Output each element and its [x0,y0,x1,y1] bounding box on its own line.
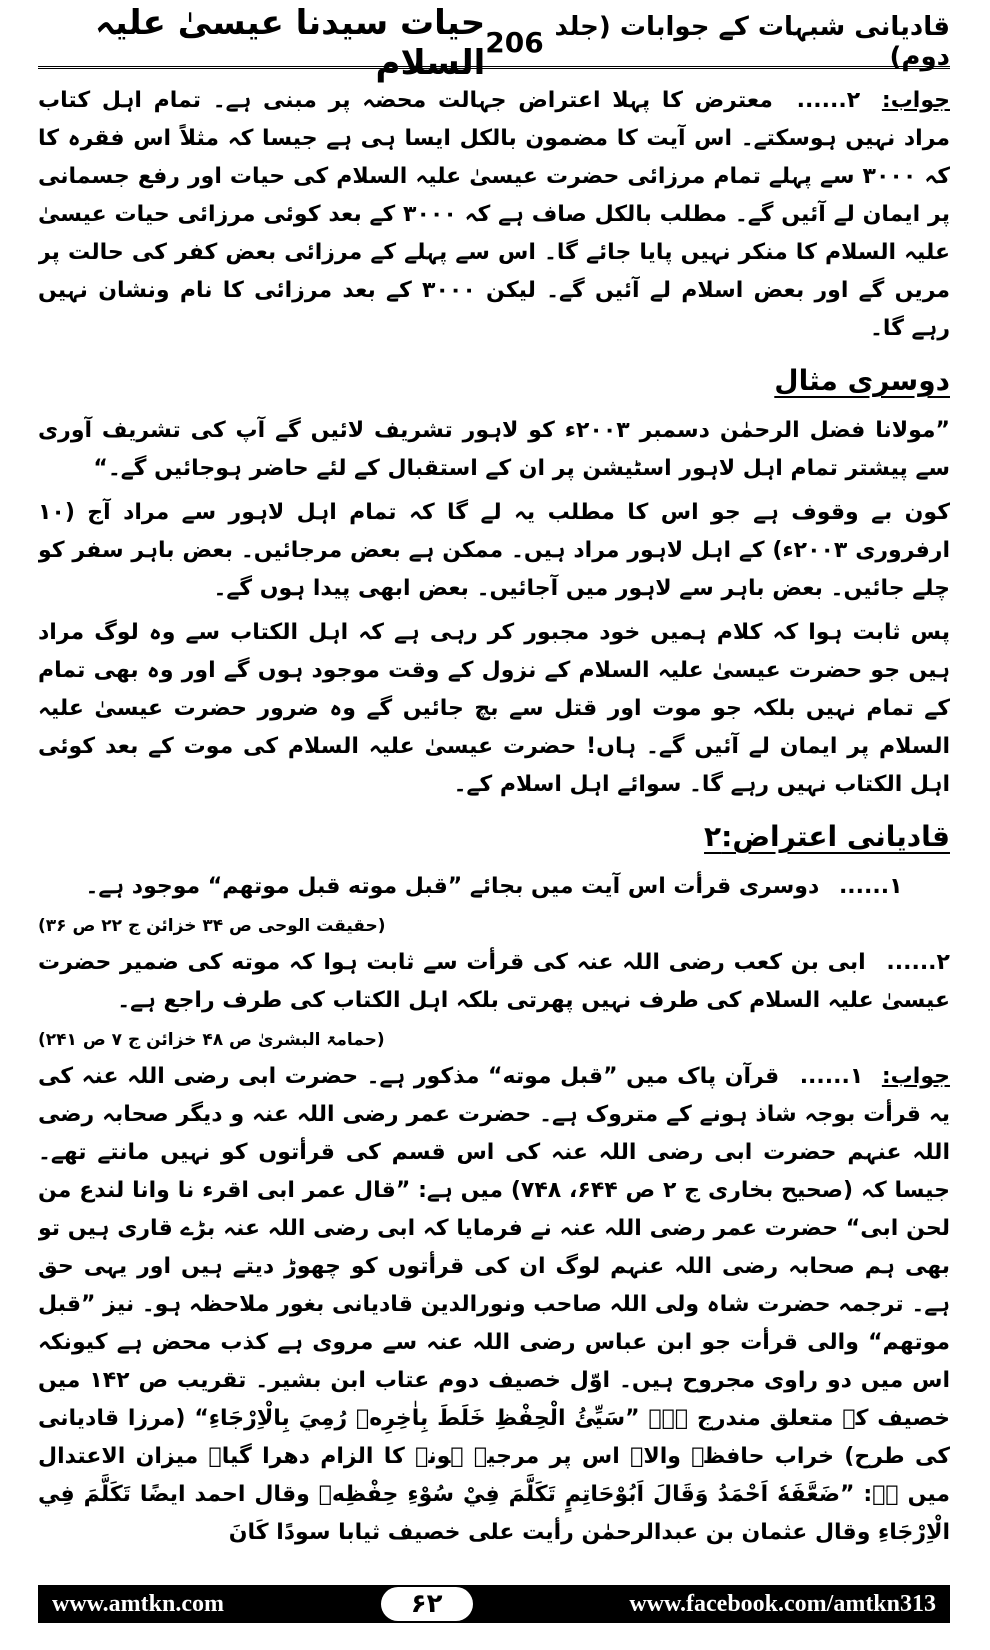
objection-text: ابی بن کعب رضی اللہ عنہ کی قرأت سے ثابت ہوا کہ موته کی ضمیر حضرت عیسیٰ علیہ السلام کی طرف نہیں پھرتی بلکہ اہل الکتاب کی طرف راجع ہے۔ [38,950,950,1013]
book-title: حیات سیدنا عیسیٰ علیہ السلام [94,2,486,83]
section-heading-example: دوسری مثال [774,364,950,397]
paragraph: کون بے وقوف ہے جو اس کا مطلب یہ لے گا کہ تمام اہل لاہور سے مراد آج (۱۰ ارفروری ۲۰۰۳ء) کے اہل لاہور مراد ہیں۔ ممکن ہے بعض مرجائیں۔ بعض باہر سفر کو چلے جائیں۔ بعض باہر سے لاہور میں آجائیں۔ بعض ابھی پیدا ہوں گے۔ [38,500,950,601]
citation: (حقیقت الوحی ص ۳۴ خزائن ج ۲۲ ص ۳۶) [38,916,386,936]
objection-item-2 [38,944,950,1020]
footer-page-number: ۶۲ [381,1587,473,1621]
item-number: ۱...... [838,874,903,899]
page-body [38,82,950,1557]
objection-text: دوسری قرأت اس آیت میں بجائے ”قبل موته قبل موتهم“ موجود ہے۔ [85,874,820,899]
running-title: قادیانی شبہات کے جوابات (جلد دوم) [554,12,950,72]
website-link[interactable]: www.amtkn.com [52,1590,224,1617]
answer-text: قرآن پاک میں ”قبل موته“ مذکور ہے۔ حضرت ابی رضی اللہ عنہ کی یہ قرأت بوجہ شاذ ہونے کے متروک ہے۔ حضرت عمر رضی اللہ عنہ و دیگر صحابہ رضی اللہ عنہم حضرت ابی رضی اللہ عنہ کی اس قسم کی قرأتوں کو نہیں مانتے تھے۔ جیسا کہ (صحیح بخاری ج ۲ ص ۶۴۴، ۷۴۸) میں ہے: ”قال عمر ابی اقرء نا وانا لندع من لحن ابی“ حضرت عمر رضی اللہ عنہ نے فرمایا کہ ابی رضی اللہ عنہ بڑے قاری ہیں تو بھی ہم صحابہ رضی اللہ عنہم لوگ ان کی قرأتوں کو چھوڑ دیتے ہیں اور یہی حق ہے۔ ترجمہ حضرت شاہ ولی اللہ صاحب ونورالدین قادیانی بغور ملاحظہ ہو۔ نیز ”قبل موتهم“ والی قرأت جو ابن عباس رضی اللہ عنہ سے مروی ہے کذب محض ہے کیونکہ اس میں دو راوی مجروح ہیں۔ اوّل خصیف دوم عتاب ابن بشیر۔ تقریب ص ۱۴۲ میں خصیف کے متعلق مندرج ہے۔ ”سَيِّئُ الْحِفْظِ خَلَطَ بِاٰخِرِهٖ رُمِيَ بِالْاِرْجَاءِ“ (مرزا قادیانی کی طرح) خراب حافظہ والا۔ اس پر مرجیہ ہونے کا الزام دھرا گیا۔ میزان الاعتدال میں ہے: ”ضَعَّفَهٗ اَحْمَدُ وَقَالَ اَبُوْحَاتِمٍ تَكَلَّمَ فِيْ سُوْءِ حِفْظِهٖ وقال احمد ايضًا تَكَلَّمَ فِي الْاِرْجَاءِ وقال عثمان بن عبدالرحمٰن رأيت على خصيف ثيابا سودًا كَانَ [38,1064,950,1545]
answer-label: جواب: [881,1064,950,1089]
answer-label: جواب: [881,88,950,113]
item-number: ۱...... [799,1064,864,1089]
citation: (حمامۃ البشریٰ ص ۴۸ خزائن ج ۷ ص ۲۴۱) [38,1030,385,1050]
objection-item-1 [38,868,950,906]
item-number: ۲...... [886,950,950,975]
section-heading-objection: قادیانی اعتراض:۲ [704,820,950,853]
answer-paragraph [38,1058,950,1552]
page-footer [38,1585,950,1623]
quote-paragraph: ”مولانا فضل الرحمٰن دسمبر ۲۰۰۳ء کو لاہور تشریف لائیں گے آپ کی تشریف آوری سے پیشتر تمام اہل لاہور اسٹیشن پر ان کے استقبال کے لئے حاضر ہوجائیں گے۔“ [38,418,950,481]
facebook-link[interactable]: www.facebook.com/amtkn313 [629,1590,936,1617]
item-number: ۲...... [796,88,861,113]
page-number: 206 [485,25,544,59]
paragraph-answer-1 [38,82,950,348]
page-header [38,2,950,83]
paragraph: پس ثابت ہوا کہ کلام ہمیں خود مجبور کر رہی ہے کہ اہل الکتاب سے وہ لوگ مراد ہیں جو حضرت عیسیٰ علیہ السلام کے نزول کے وقت موجود ہوں گے اور وہ بھی تمام کے تمام نہیں بلکہ جو موت اور قتل سے بچ جائیں گے وہ ضرور حضرت عیسیٰ علیہ السلام پر ایمان لے آئیں گے۔ ہاں! حضرت عیسیٰ علیہ السلام کی موت کے بعد کوئی اہل الکتاب نہیں رہے گا۔ سوائے اہل اسلام کے۔ [38,620,950,797]
paragraph-text: معترض کا پہلا اعتراض جہالت محضہ پر مبنی ہے۔ تمام اہل کتاب مراد نہیں ہوسکتے۔ اس آیت کا مضمون بالکل ایسا ہی ہے جیسا کہ مثلاً اس فقرہ کا کہ ۳۰۰۰ سے پہلے تمام مرزائی حضرت عیسیٰ علیہ السلام کی حیات اور رفع جسمانی پر ایمان لے آئیں گے۔ مطلب بالکل صاف ہے کہ ۳۰۰۰ کے بعد کوئی مرزائی حیات عیسیٰ علیہ السلام کا منکر نہیں پایا جائے گا۔ اس سے پہلے کے مرزائی بعض کفر کی حالت پر مریں گے اور بعض اسلام لے آئیں گے۔ لیکن ۳۰۰۰ کے بعد مرزائی کا نام ونشان نہیں رہے گا۔ [38,88,950,341]
